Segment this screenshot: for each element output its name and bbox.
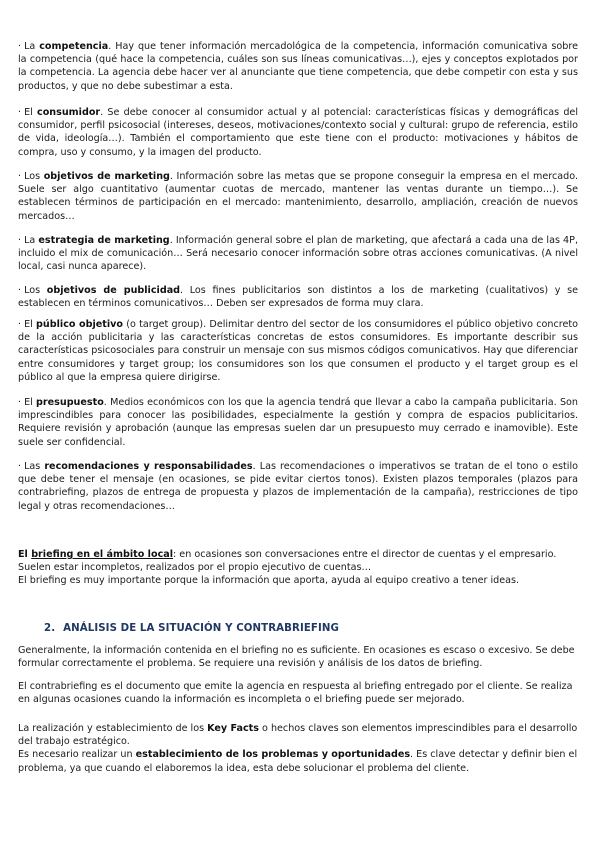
bullet-consumidor: · El consumidor. Se debe conocer al consumidor actual y al potencial: características físicas y demográficas del consumidor, perfil psicosocial (intereses, deseos, motivaciones/contexto social y cultural: grupo de referencia, estilo de vida, ideología…). También el comportamiento que este tiene con el producto: motivaciones y hábitos de compra, uso y consumo, y la imagen del producto. <box>18 107 578 158</box>
bullet-estrategia-marketing: · La estrategia de marketing. Información general sobre el plan de marketing, que afectará a cada una de las 4P, incluido el mix de comunicación… Será necesario conocer información sobre otras acciones comunicativas. (A nivel local, casi nunca aparece). <box>18 235 578 273</box>
local-briefing-line-1: El briefing en el ámbito local: en ocasiones son conversaciones entre el director de cuentas y el empresario. <box>18 549 557 560</box>
bullet-objetivos-publicidad: · Los objetivos de publicidad. Los fines publicitarios son distintos a los de marketing (cualitativos) y se establecen en términos comunicativos… Deben ser expresados de forma muy clara. <box>18 285 579 310</box>
key-facts-line: La realización y establecimiento de los Key Facts o hechos claves son elementos imprescindibles para el desarrollo del trabajo estratégico. <box>18 723 578 748</box>
local-briefing-paragraph <box>18 548 578 588</box>
paragraph-2: El contrabriefing es el documento que emite la agencia en respuesta al briefing entregado por el cliente. Se realiza en algunas ocasiones cuando la información es incompleta o el briefing puede ser mejorado. <box>18 681 573 706</box>
bullet-publico-objetivo: · El público objetivo (o target group). Delimitar dentro del sector de los consumidores el público objetivo concreto de la acción publicitaria y las características concretas de estos consumidores. Es importante describir sus características psicosociales para construir un mensaje con sus mismos códigos comunicativos. Hay que diferenciar entre consumidores y target group; los consumidores son los que consumen el producto y el target group es el público al que la empresa quiere dirigirse. <box>18 319 578 383</box>
section-heading: 2. ANÁLISIS DE LA SITUACIÓN Y CONTRABRIEFING <box>44 623 339 634</box>
bullet-objetivos-marketing: · Los objetivos de marketing. Información sobre las metas que se propone conseguir la empresa en el mercado. Suele ser algo cuantitativo (aumentar cuotas de mercado, mantener las ventas durante un tiempo…). Se establecen términos de participación en el mercado: mantenimiento, desarrollo, ampliación, creación de nuevos mercados… <box>18 171 578 222</box>
problems-line: Es necesario realizar un establecimiento de los problemas y oportunidades. Es clave detectar y definir bien el problema, ya que cuando el elaboremos la idea, esta debe solucionar el problema del cliente. <box>18 749 578 774</box>
local-briefing-line-2: Suelen estar incompletos, realizados por el propio ejecutivo de cuentas… <box>18 562 372 574</box>
paragraph-3 <box>18 722 578 775</box>
bullet-competencia: · La competencia. Hay que tener información mercadológica de la competencia, información comunicativa sobre la competencia (qué hace la competencia, cuáles son sus líneas comunicativas…), ejes y conceptos explotados por la competencia. La agencia debe hacer ver al anunciante que tiene competencia, que debe competir con esta y sus productos, y que no debe subestimar a esta. <box>18 41 579 92</box>
bullet-recomendaciones: · Las recomendaciones y responsabilidades. Las recomendaciones o imperativos se tratan de el tono o estilo que debe tener el mensaje (en ocasiones, se pide evitar ciertos tonos). Existen plazos temporales (plazos para contrabriefing, plazos de entrega de propuesta y plazos de implementación de la campaña), restricciones de tipo legal y otras recomendaciones… <box>18 461 578 512</box>
paragraph-1: Generalmente, la información contenida en el briefing no es suficiente. En ocasiones es escaso o excesivo. Se debe formular correctamente el problema. Se requiere una revisión y análisis de los datos de briefing. <box>18 645 575 670</box>
bullet-presupuesto: · El presupuesto. Medios económicos con los que la agencia tendrá que llevar a cabo la campaña publicitaria. Son imprescindibles para conocer las posibilidades, especialmente la gestión y compra de espacios publicitarios. Requiere revisión y aprobación (aunque las empresas suelen dar un presupuesto muy cerrado e inamovible). Este suele ser confidencial. <box>18 397 579 448</box>
local-briefing-line-3: El briefing es muy importante porque la información que aporta, ayuda al equipo creativo a tener ideas. <box>18 575 520 587</box>
